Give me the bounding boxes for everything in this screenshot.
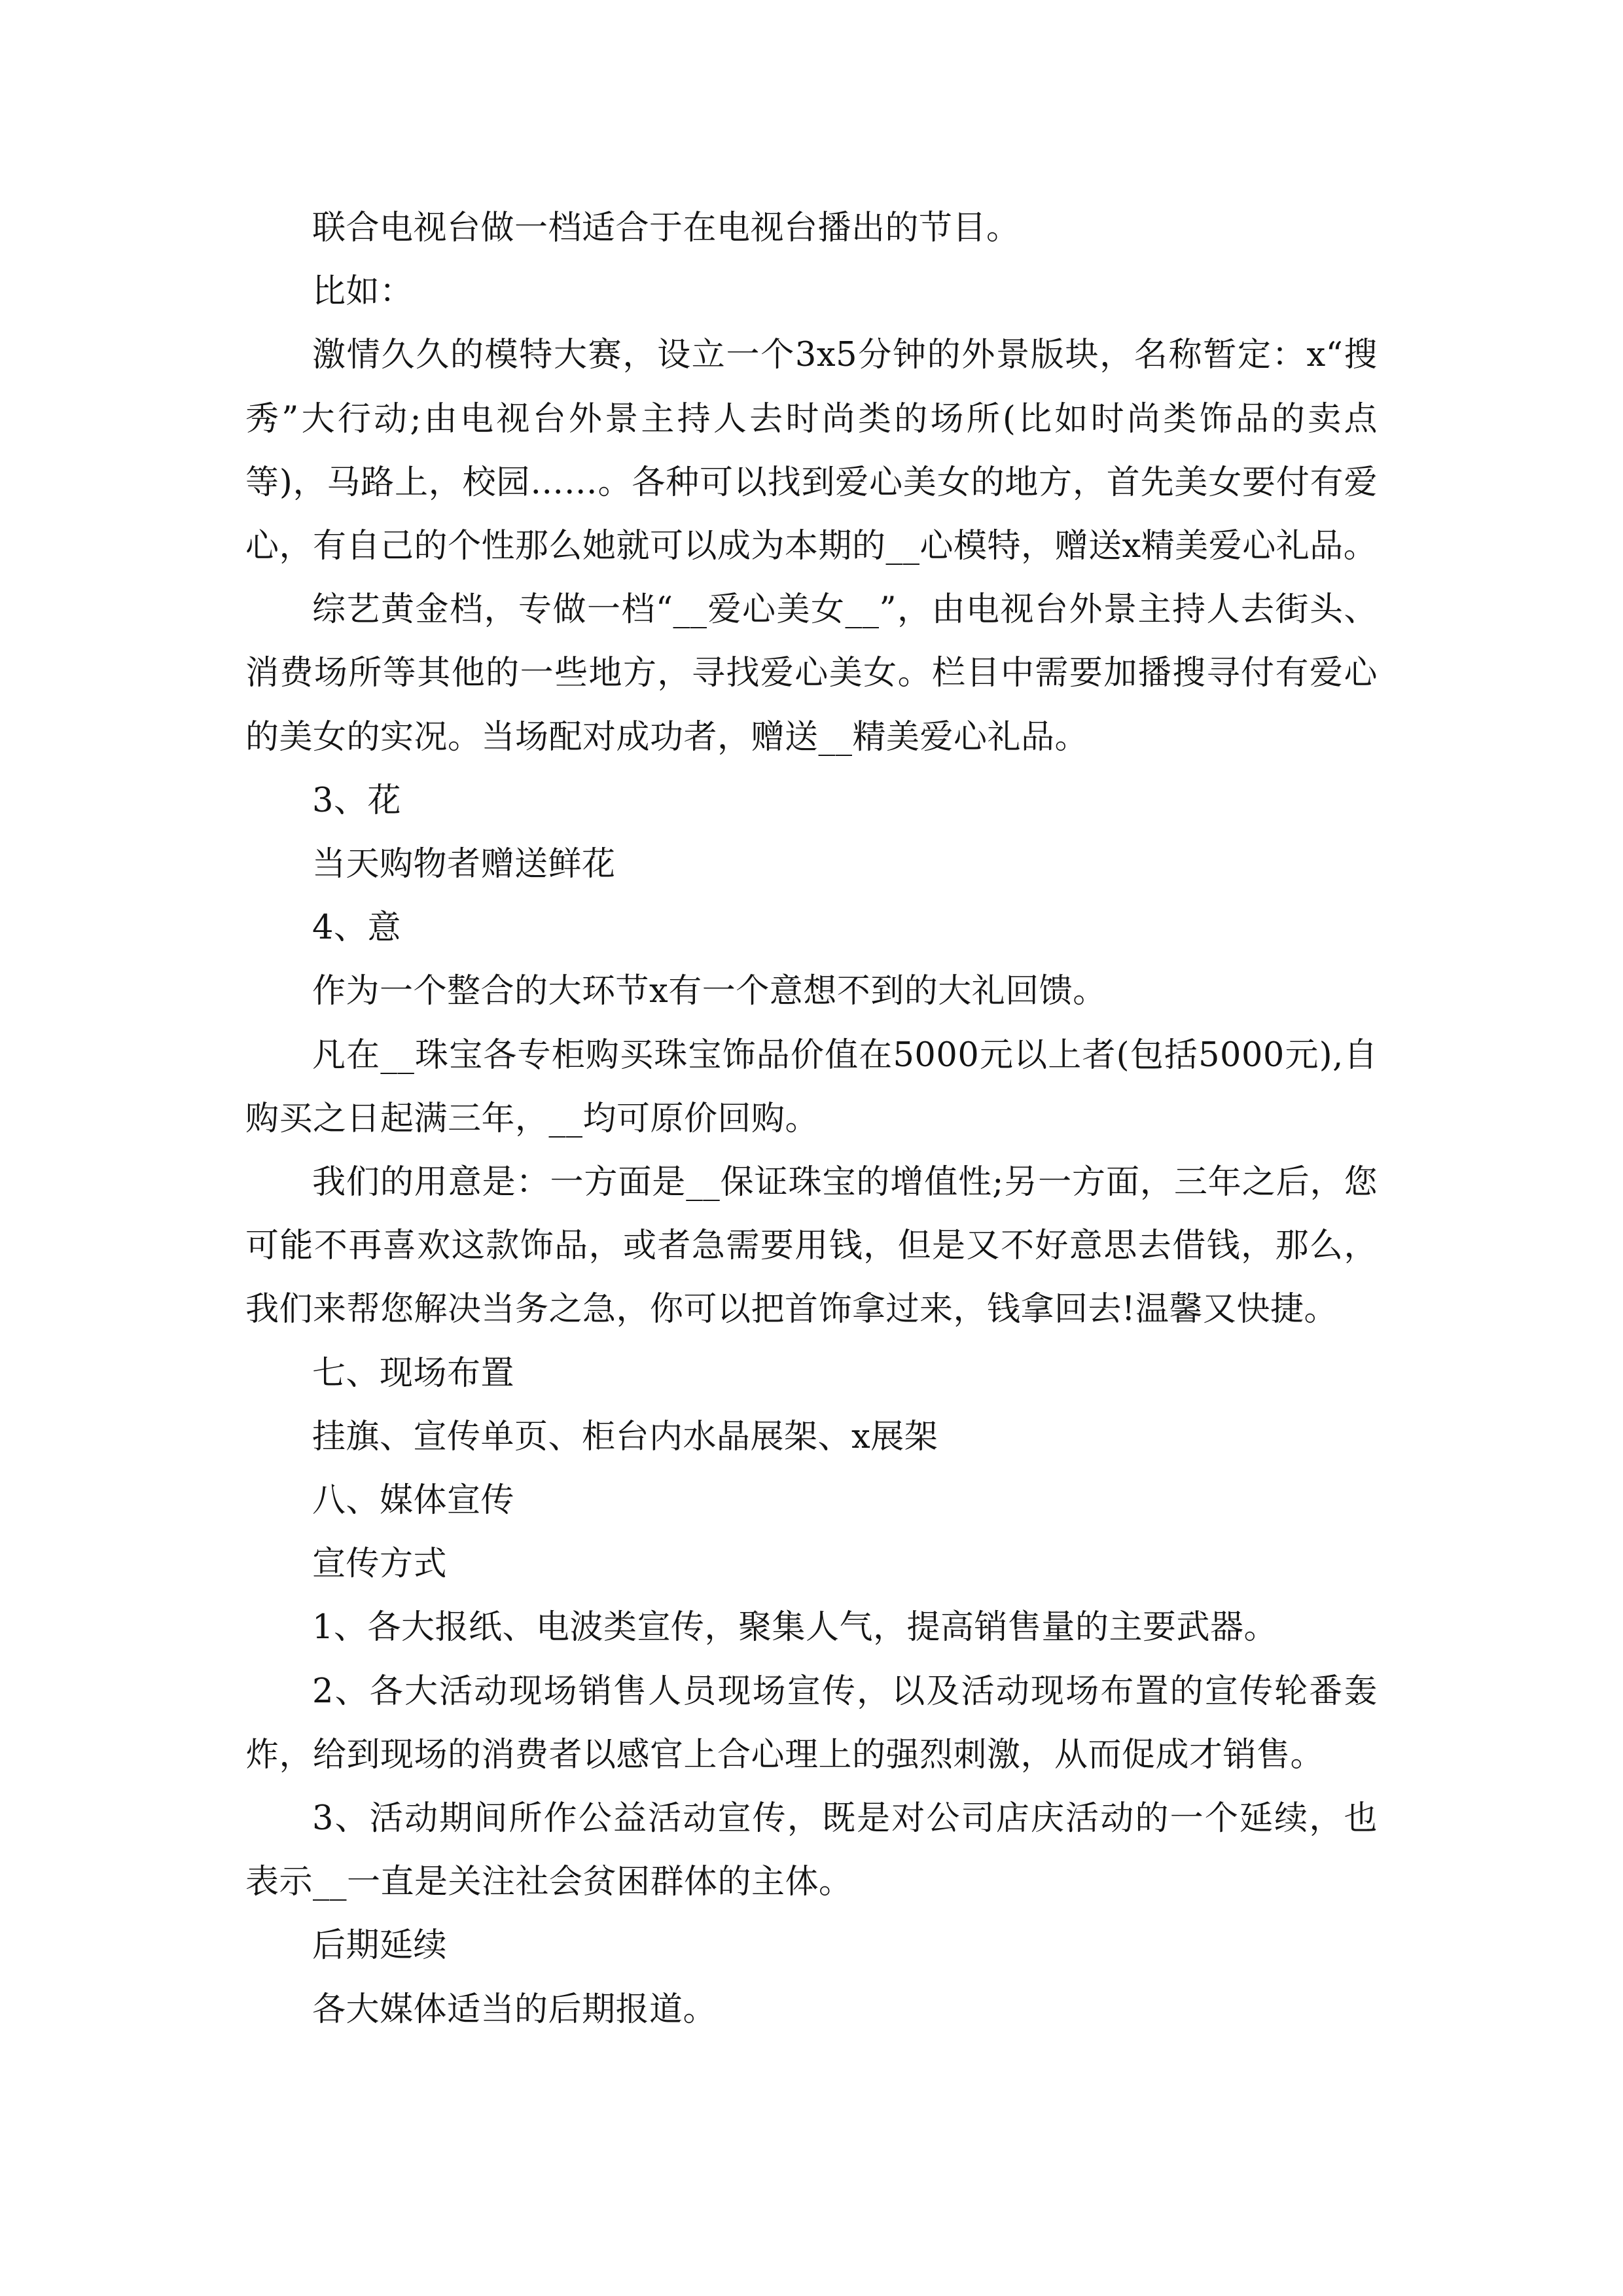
section-heading: 七、现场布置 [312, 1354, 515, 1393]
paragraph: 当天购物者赠送鲜花 [312, 845, 616, 884]
paragraph: 3、活动期间所作公益活动宣传，既是对公司店庆活动的一个延续，也表示__一直是关注社会贫困群体的主体。 [245, 1799, 1378, 1902]
paragraph: 我们的用意是：一方面是__保证珠宝的增值性;另一方面，三年之后，您可能不再喜欢这款饰品，或者急需要用钱，但是又不好意思去借钱，那么，我们来帮您解决当务之急，你可以把首饰拿过来，钱拿回去!温馨又快捷。 [245, 1163, 1378, 1329]
paragraph: 作为一个整合的大环节x有一个意想不到的大礼回馈。 [312, 972, 1107, 1011]
paragraph: 比如： [312, 272, 414, 312]
section-heading: 3、花 [312, 781, 401, 820]
paragraph: 综艺黄金档，专做一档“__爱心美女__”，由电视台外景主持人去街头、消费场所等其他的一些地方，寻找爱心美女。栏目中需要加播搜寻付有爱心的美女的实况。当场配对成功者，赠送__精美爱心礼品。 [245, 590, 1378, 757]
paragraph: 2、各大活动现场销售人员现场宣传，以及活动现场布置的宣传轮番轰炸，给到现场的消费者以感官上合心理上的强烈刺激，从而促成才销售。 [245, 1672, 1378, 1774]
paragraph: 挂旗、宣传单页、柜台内水晶展架、x展架 [312, 1417, 938, 1456]
paragraph: 1、各大报纸、电波类宣传，聚集人气，提高销售量的主要武器。 [312, 1608, 1277, 1647]
section-heading: 宣传方式 [312, 1545, 448, 1584]
paragraph: 联合电视台做一档适合于在电视台播出的节目。 [312, 209, 1020, 247]
document-body [245, 196, 1378, 2041]
paragraph: 各大媒体适当的后期报道。 [312, 1990, 717, 2029]
paragraph: 凡在__珠宝各专柜购买珠宝饰品价值在5000元以上者(包括5000元),自购买之日起满三年，__均可原价回购。 [245, 1035, 1378, 1138]
section-heading: 后期延续 [312, 1926, 448, 1965]
section-heading: 4、意 [312, 908, 401, 948]
paragraph: 激情久久的模特大赛，设立一个3x5分钟的外景版块，名称暂定：x“搜秀”大行动;由电视台外景主持人去时尚类的场所(比如时尚类饰品的卖点等)，马路上，校园……。各种可以找到爱心美女的地方，首先美女要付有爱心，有自己的个性那么她就可以成为本期的__心模特，赠送x精美爱心礼品。 [245, 336, 1378, 566]
section-heading: 八、媒体宣传 [312, 1481, 515, 1520]
